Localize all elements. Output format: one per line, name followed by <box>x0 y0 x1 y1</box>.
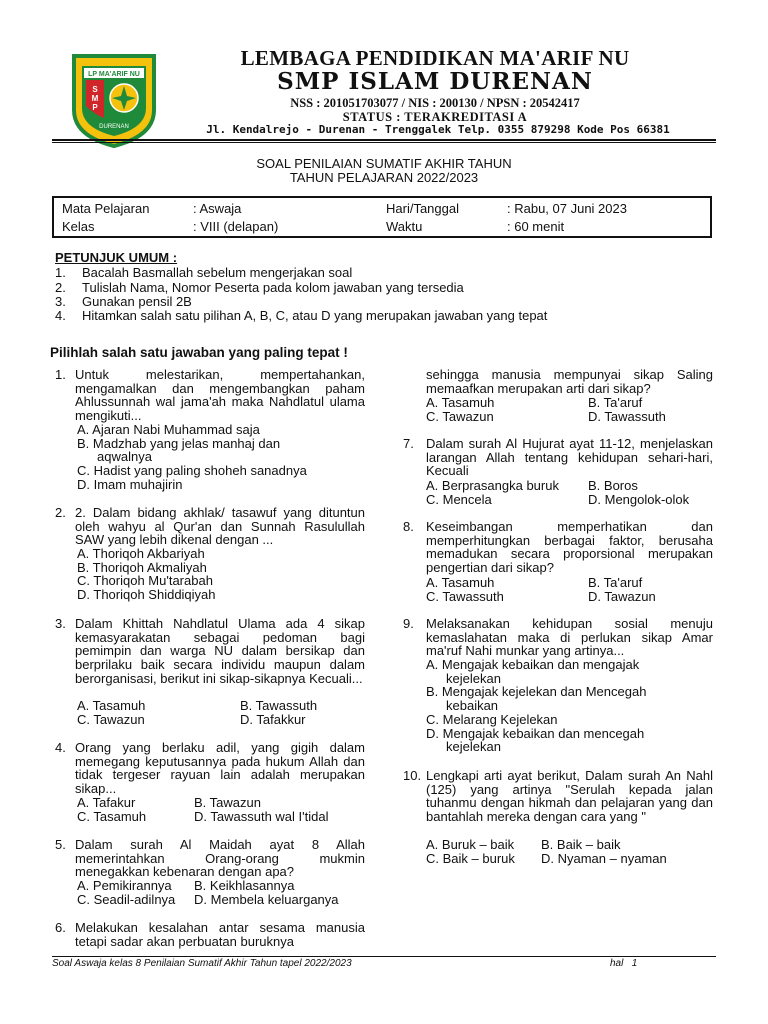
option: B. Thoriqoh Akmaliyah <box>77 559 207 575</box>
option: B. Boros <box>588 478 638 493</box>
class-label: Kelas <box>62 219 95 234</box>
time-label: Waktu <box>386 219 423 234</box>
option: D. Tawassuth wal I'tidal <box>194 808 329 824</box>
option: D. Imam muhajirin <box>77 476 183 492</box>
question-10: 10. Lengkapi arti ayat berikut, Dalam surah An Nahl (125) yang artinya "Serulah kepada jalan tuhanmu dengan hikmah dan pelajaran yang dan bantahlah mereka dengan cara yang " <box>403 768 713 825</box>
question-9: 9. Melaksanakan kehidupan sosial menuju kemaslahatan maka di perlukan sikap Amar ma'ruf Nahi munkar yang artinya... <box>403 616 713 659</box>
logo-top-text: LP MA'ARIF NU <box>88 71 140 78</box>
option: B. Tawassuth <box>240 698 318 713</box>
question-1-options: A. Ajaran Nabi Muhammad saja B. Madzhab yang jelas manhaj dan aqwalnya C. Hadist yang paling shoheh sanadnya D. Imam muhajirin <box>77 422 307 492</box>
exam-title: SOAL PENILAIAN SUMATIF AKHIR TAHUN <box>256 156 512 171</box>
subject-value: : Aswaja <box>193 201 242 216</box>
school-address: Jl. Kendalrejo - Durenan - Trenggalek Telp. 0355 879298 Kode Pos 66381 <box>206 123 670 136</box>
question-8-options <box>426 576 716 603</box>
instructions-title: PETUNJUK UMUM : <box>55 250 178 265</box>
class-value: : VIII (delapan) <box>193 219 279 234</box>
question-4-options <box>77 796 367 823</box>
svg-text:S: S <box>92 85 98 94</box>
question-8: 8. Keseimbangan memperhatikan dan memperhitungkan berbagai faktor, berusaha memadukan secara proporsional merupakan pengertian dari sikap? <box>403 519 713 576</box>
option: D. Tawassuth <box>588 408 666 424</box>
option: D. Tafakkur <box>240 711 306 727</box>
instruction-item: 4. Hitamkan salah satu pilihan A, B, C, atau D yang merupakan jawaban yang tepat <box>55 308 548 323</box>
option: B. Baik – baik <box>541 837 621 852</box>
option: A. Buruk – baik <box>426 837 515 852</box>
question-3: 3. Dalam Khittah Nahdlatul Ulama ada 4 sikap kemasyarakatan sebagai pedoman bagi pemimpin dan warga NU dalam bersikap dan berprilaku baik secara individu maupun dalam berorganisasi, berikut ini sikap-sikapnya Kecuali... <box>55 616 365 686</box>
option: B. Keikhlasannya <box>194 878 295 893</box>
option: C. Tasamuh <box>77 808 147 824</box>
option: A. Ajaran Nabi Muhammad saja <box>77 422 260 437</box>
logo-bottom-text: DURENAN <box>99 124 129 130</box>
accreditation-status: STATUS : TERAKREDITASI A <box>342 110 528 124</box>
option: A. Mengajak kebaikan dan mengajak <box>426 657 640 672</box>
option: D. Membela keluarganya <box>194 891 339 907</box>
option: A. Berprasangka buruk <box>426 478 559 493</box>
option: B. Mengajak kejelekan dan Mencegah <box>426 684 647 700</box>
option: D. Mengolok-olok <box>588 491 690 507</box>
school-ids: NSS : 201051703077 / NIS : 200130 / NPSN : 20542417 <box>290 96 580 110</box>
question-6-continued: sehingga manusia mempunyai sikap Saling memaafkan merupakan arti dari sikap? <box>426 367 713 396</box>
option: A. Tasamuh <box>426 575 495 590</box>
instruction-item: 2. Tulislah Nama, Nomor Peserta pada kolom jawaban yang tersedia <box>55 280 464 295</box>
option: C. Melarang Kejelekan <box>426 711 558 727</box>
option: B. Madzhab yang jelas manhaj dan <box>77 435 281 451</box>
question-10-options <box>426 838 716 865</box>
option: D. Mengajak kebaikan dan mencegah <box>426 725 645 741</box>
question-5-options <box>77 879 367 906</box>
school-logo <box>70 52 158 148</box>
svg-text:M: M <box>91 94 99 103</box>
exam-year: TAHUN PELAJARAN 2022/2023 <box>289 170 479 185</box>
institution-name: LEMBAGA PENDIDIKAN MA'ARIF NU <box>240 46 630 70</box>
option: D. Thoriqoh Shiddiqiyah <box>77 587 216 603</box>
option: C. Hadist yang paling shoheh sanadnya <box>77 463 307 479</box>
option: D. Nyaman – nyaman <box>541 850 667 866</box>
answer-instruction: Pilihlah salah satu jawaban yang paling tepat ! <box>50 345 348 360</box>
time-value: : 60 menit <box>507 219 565 234</box>
question-2-options <box>77 547 216 602</box>
question-6-options <box>426 396 716 423</box>
school-name: SMP ISLAM DURENAN <box>277 68 593 95</box>
page-number: hal 1 <box>610 958 638 969</box>
option: A. Thoriqoh Akbariyah <box>77 546 205 561</box>
option: C. Thoriqoh Mu'tarabah <box>77 573 213 589</box>
date-value: : Rabu, 07 Juni 2023 <box>507 201 627 216</box>
option: B. Ta'aruf <box>588 575 643 590</box>
subject-label: Mata Pelajaran <box>62 201 150 216</box>
option: D. Tawazun <box>588 588 656 604</box>
option: C. Mencela <box>426 491 492 507</box>
option: B. Tawazun <box>194 795 261 810</box>
instruction-item: 1. Bacalah Basmallah sebelum mengerjakan soal <box>55 265 353 280</box>
option: A. Tafakur <box>77 795 136 810</box>
option: C. Tawassuth <box>426 588 504 604</box>
footer-rule <box>52 956 716 957</box>
option: C. Seadil-adilnya <box>77 891 176 907</box>
instruction-item: 3. Gunakan pensil 2B <box>55 294 192 309</box>
question-9-options: A. Mengajak kebaikan dan mengajak kejelekan B. Mengajak kejelekan dan Mencegah kebaikan C. Melarang Kejelekan D. Mengajak kebaikan dan mencegah kejelekan <box>426 658 716 754</box>
svg-text:P: P <box>92 103 98 112</box>
option: A. Tasamuh <box>426 395 495 410</box>
option: C. Tawazun <box>426 408 494 424</box>
question-7: 7. Dalam surah Al Hujurat ayat 11-12, menjelaskan larangan Allah tentang kehidupan sehari-hari, Kecuali <box>403 436 713 479</box>
question-5: 5. Dalam surah Al Maidah ayat 8 Allah memerintahkan Orang-orang mukmin menegakkan kebenaran dengan apa? <box>55 837 365 880</box>
question-3-options <box>77 699 367 726</box>
option: C. Baik – buruk <box>426 850 515 866</box>
option: B. Ta'aruf <box>588 395 643 410</box>
header-rule <box>52 139 716 141</box>
question-1: 1. Untuk melestarikan, mempertahankan, mengamalkan dan mengembangkan paham Ahlussunnah wal jama'ah maka Nahdlatul ulama mengikuti... <box>55 367 365 424</box>
option: A. Pemikirannya <box>77 878 172 893</box>
date-label: Hari/Tanggal <box>386 201 459 216</box>
question-2: 2. 2. Dalam bidang akhlak/ tasawuf yang dituntun oleh wahyu al Qur'an dan Sunnah Rasulullah SAW yang lebih dikenal dengan ... <box>55 505 365 548</box>
option: A. Tasamuh <box>77 698 146 713</box>
question-7-options <box>426 479 716 506</box>
option: C. Tawazun <box>77 711 145 727</box>
question-6: 6. Melakukan kesalahan antar sesama manusia tetapi sadar akan perbuatan buruknya <box>55 920 365 949</box>
footer-text: Soal Aswaja kelas 8 Penilaian Sumatif Akhir Tahun tapel 2022/2023 <box>52 958 352 969</box>
header-rule-thin <box>52 142 716 143</box>
question-4: 4. Orang yang berlaku adil, yang gigih dalam memegang keputusannya pada hukum Allah dan tidak tergeser rayuan lain adalah merupakan sikap... <box>55 740 365 797</box>
